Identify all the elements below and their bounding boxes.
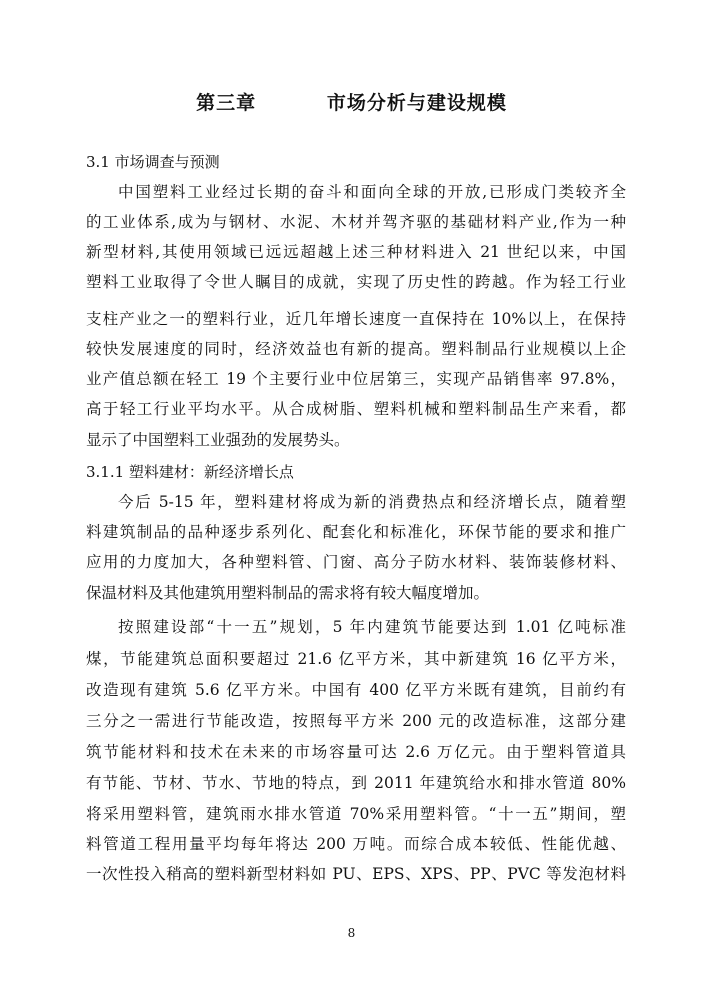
- paragraph-2-line: 料建筑制品的品种逐步系列化、配套化和标准化，环保节能的要求和推广: [86, 523, 626, 541]
- paragraph-2-line: 应用的力度加大，各种塑料管、门窗、高分子防水材料、装饰装修材料、: [86, 553, 626, 571]
- paragraph-1-line: 显示了中国塑料工业强劲的发展势头。: [86, 431, 350, 449]
- paragraph-1-line: 支柱产业之一的塑料行业，近几年增长速度一直保持在 10%以上，在保持: [86, 310, 626, 328]
- chapter-title: 第三章 市场分析与建设规模: [196, 92, 507, 114]
- paragraph-1-line: 塑料工业取得了令世人瞩目的成就，实现了历史性的跨越。作为轻工行业: [86, 273, 626, 291]
- paragraph-1-line: 较快发展速度的同时，经济效益也有新的提高。塑料制品行业规模以上企: [86, 340, 626, 358]
- paragraph-3-line: 三分之一需进行节能改造，按照每平方米 200 元的改造标准，这部分建: [86, 712, 626, 730]
- section-heading-3-1: 3.1 市场调查与预测: [86, 153, 220, 171]
- paragraph-3-line: 将采用塑料管，建筑雨水排水管道 70%采用塑料管。“十一五”期间，塑: [86, 805, 626, 823]
- paragraph-1-line: 中国塑料工业经过长期的奋斗和面向全球的开放,已形成门类较齐全: [118, 183, 626, 201]
- paragraph-1-line: 新型材料,其使用领域已远远超越上述三种材料进入 21 世纪以来，中国: [86, 243, 626, 261]
- paragraph-3-line: 有节能、节材、节水、节地的特点，到 2011 年建筑给水和排水管道 80%: [86, 774, 626, 792]
- paragraph-3-line: 煤，节能建筑总面积要超过 21.6 亿平方米，其中新建筑 16 亿平方米，: [86, 650, 626, 668]
- paragraph-3-line: 按照建设部“十一五”规划，5 年内建筑节能要达到 1.01 亿吨标准: [118, 618, 626, 636]
- paragraph-3-line: 一次性投入稍高的塑料新型材料如 PU、EPS、XPS、PP、PVC 等发泡材料: [86, 865, 626, 883]
- paragraph-1-line: 业产值总额在轻工 19 个主要行业中位居第三，实现产品销售率 97.8%，: [86, 370, 626, 388]
- section-heading-3-1-1: 3.1.1 塑料建材：新经济增长点: [86, 463, 294, 481]
- paragraph-2-line: 保温材料及其他建筑用塑料制品的需求将有较大幅度增加。: [86, 584, 490, 602]
- page-number: 8: [347, 926, 356, 940]
- paragraph-1-line: 高于轻工行业平均水平。从合成树脂、塑料机械和塑料制品生产来看，都: [86, 400, 626, 418]
- paragraph-3-line: 料管道工程用量平均每年将达 200 万吨。而综合成本较低、性能优越、: [86, 835, 626, 853]
- paragraph-3-line: 筑节能材料和技术在未来的市场容量可达 2.6 万亿元。由于塑料管道具: [86, 743, 626, 761]
- paragraph-3-line: 改造现有建筑 5.6 亿平方米。中国有 400 亿平方米既有建筑，目前约有: [86, 681, 626, 699]
- paragraph-1-line: 的工业体系,成为与钢材、水泥、木材并驾齐驱的基础材料产业,作为一种: [86, 213, 626, 231]
- paragraph-2-line: 今后 5-15 年，塑料建材将成为新的消费热点和经济增长点，随着塑: [118, 493, 626, 511]
